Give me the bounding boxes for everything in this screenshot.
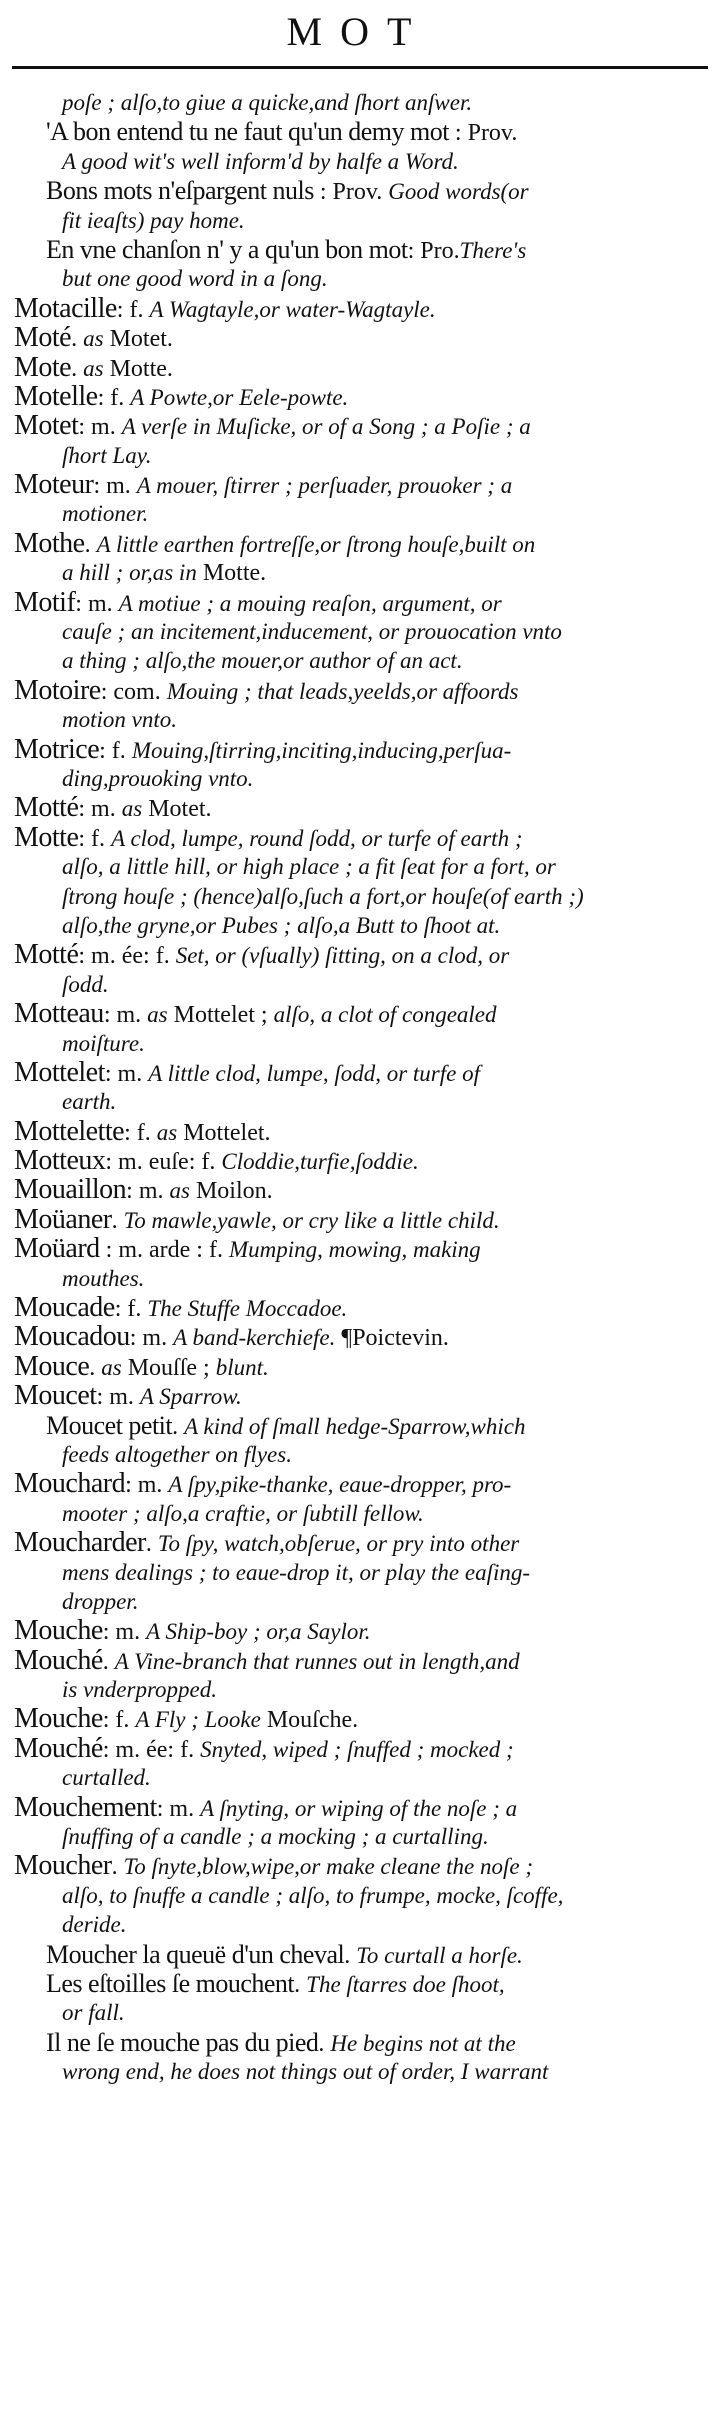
entry-line bbox=[14, 1851, 704, 1880]
gloss-text: as bbox=[147, 1002, 168, 1028]
grammar-label: . bbox=[71, 326, 84, 353]
gloss-text: a hill ; or,as in bbox=[62, 560, 197, 586]
entry-continuation-line bbox=[14, 1881, 704, 1910]
gloss-text: as bbox=[121, 796, 143, 822]
entry-line bbox=[14, 793, 704, 822]
gloss-text: A good wit's well inform'd by halfe a Word. bbox=[62, 148, 459, 174]
headword: Motté bbox=[14, 939, 79, 971]
headword: Moucade bbox=[14, 1292, 115, 1324]
entry-line bbox=[14, 1293, 704, 1322]
headword: Moucet bbox=[14, 1380, 97, 1412]
dictionary-entries bbox=[14, 88, 704, 2087]
entry-continuation-line bbox=[14, 1087, 704, 1116]
entry-line bbox=[14, 676, 704, 705]
grammar-label: . bbox=[84, 531, 97, 558]
headword: Moüard bbox=[14, 1233, 100, 1265]
grammar-label: . bbox=[145, 1531, 158, 1558]
gloss-text: blunt. bbox=[215, 1354, 269, 1380]
entry-continuation-line bbox=[14, 206, 704, 235]
headword: Mouchard bbox=[14, 1468, 126, 1500]
headword: Motacille bbox=[14, 292, 117, 324]
grammar-label: : f. bbox=[102, 1707, 136, 1734]
entry-continuation-line bbox=[14, 646, 704, 675]
grammar-label: . bbox=[71, 355, 84, 382]
gloss-text: A Ship-boy ; or,a Saylor. bbox=[146, 1619, 371, 1645]
headword: Mottelette bbox=[14, 1115, 125, 1147]
gloss-text: A kind of ſmall hedge-Sparrow,which bbox=[184, 1413, 526, 1439]
entry-continuation-line bbox=[14, 617, 704, 646]
gloss-text: A ſpy,pike-thanke, eaue-dropper, pro- bbox=[168, 1472, 512, 1498]
entry-line bbox=[14, 529, 704, 558]
gloss-text: ſhort Lay. bbox=[62, 442, 152, 468]
grammar-label: Motet. bbox=[142, 796, 212, 823]
grammar-label: : f. bbox=[114, 1296, 148, 1323]
headword: Bons mots n'eſpargent nuls bbox=[46, 176, 314, 206]
phrase-entry-line bbox=[14, 235, 704, 264]
entry-continuation-line bbox=[14, 1558, 704, 1587]
headword: Motet bbox=[14, 410, 79, 442]
headword: Mothe bbox=[14, 527, 85, 559]
entry-continuation-line bbox=[14, 1587, 704, 1616]
running-head: MOT bbox=[286, 9, 430, 54]
gloss-text: or fall. bbox=[62, 2000, 125, 2026]
grammar-label: : f. bbox=[99, 737, 132, 764]
grammar-label: . bbox=[89, 1354, 102, 1381]
headword: Moüaner bbox=[14, 1203, 112, 1235]
grammar-label: Mottelet ; bbox=[167, 1002, 274, 1029]
entry-continuation-line bbox=[14, 1264, 704, 1293]
gloss-text: alſo, a clot of congealed bbox=[273, 1002, 497, 1028]
entry-line bbox=[14, 1469, 704, 1498]
entry-continuation-line bbox=[14, 1675, 704, 1704]
gloss-text: as bbox=[83, 326, 104, 352]
entry-continuation-line bbox=[14, 558, 704, 587]
entry-continuation-line bbox=[14, 882, 704, 911]
gloss-text: Set, or (vſually) ſitting, on a clod, or bbox=[175, 943, 510, 969]
grammar-label: : m. bbox=[96, 1384, 140, 1411]
phrase-entry-line bbox=[14, 117, 704, 146]
gloss-text: Snyted, wiped ; ſnuffed ; mocked ; bbox=[200, 1736, 514, 1762]
gloss-text: ſodd. bbox=[62, 971, 109, 997]
gloss-text: He begins not at the bbox=[330, 2030, 516, 2056]
gloss-text: wrong end, he does not things out of order, I warrant bbox=[62, 2059, 549, 2085]
entry-continuation-line bbox=[14, 264, 704, 293]
gloss-text: To curtall a horſe. bbox=[356, 1942, 523, 1968]
gloss-text: motioner. bbox=[62, 501, 149, 527]
gloss-text: as bbox=[83, 355, 104, 381]
entry-line bbox=[14, 735, 704, 764]
grammar-label: : m. bbox=[78, 414, 122, 441]
headword: En vne chanſon n' y a qu'un bon mot bbox=[46, 234, 408, 264]
entry-line bbox=[14, 382, 704, 411]
headword: Mouce bbox=[14, 1350, 90, 1382]
grammar-label: Mouſche. bbox=[260, 1707, 359, 1734]
entry-continuation-line bbox=[14, 852, 704, 881]
headword: Motrice bbox=[14, 733, 100, 765]
grammar-label: : f. bbox=[97, 384, 131, 411]
gloss-text: mouthes. bbox=[62, 1265, 145, 1291]
gloss-text: Good words(or bbox=[388, 179, 529, 205]
entry-line bbox=[14, 1616, 704, 1645]
entry-line bbox=[14, 940, 704, 969]
phrase-entry-line bbox=[14, 1940, 704, 1969]
gloss-text: feeds altogether on flyes. bbox=[62, 1441, 292, 1467]
gloss-text: as bbox=[101, 1354, 122, 1380]
gloss-text: The Stuffe Moccadoe. bbox=[147, 1296, 348, 1322]
entry-continuation-line bbox=[14, 1029, 704, 1058]
grammar-label: : m. bbox=[126, 1178, 170, 1205]
gloss-text: A Sparrow. bbox=[139, 1384, 242, 1410]
entry-line bbox=[14, 353, 704, 382]
entry-line bbox=[14, 1205, 704, 1234]
headword: Mouché bbox=[14, 1644, 103, 1676]
gloss-text: fit ieaſts) pay home. bbox=[62, 207, 245, 233]
entry-continuation-line bbox=[14, 1499, 704, 1528]
gloss-text: motion vnto. bbox=[62, 707, 177, 733]
gloss-text: earth. bbox=[62, 1089, 117, 1115]
phrase-entry-line bbox=[14, 2028, 704, 2057]
grammar-label: : m. bbox=[93, 473, 137, 500]
gloss-text: moiſture. bbox=[62, 1030, 145, 1056]
headword: Les eſtoilles ſe mouchent bbox=[46, 1969, 295, 1998]
entry-continuation-line bbox=[14, 147, 704, 176]
grammar-label: : m. bbox=[78, 796, 122, 823]
entry-line bbox=[14, 470, 704, 499]
grammar-label: ¶Poictevin. bbox=[335, 1325, 449, 1352]
headword: Moteur bbox=[14, 469, 94, 501]
grammar-label: Moilon. bbox=[189, 1178, 273, 1205]
entry-line bbox=[14, 1175, 704, 1204]
grammar-label: : m. bbox=[125, 1472, 169, 1499]
entry-line bbox=[14, 1793, 704, 1822]
gloss-text: dropper. bbox=[62, 1588, 139, 1614]
grammar-label: : f. bbox=[116, 296, 150, 323]
phrase-entry-line bbox=[14, 1969, 704, 1998]
headword: Moucher la queuë d'un cheval bbox=[46, 1939, 345, 1969]
entry-line bbox=[14, 1352, 704, 1381]
entry-line bbox=[14, 1117, 704, 1146]
gloss-text: is vnderpropped. bbox=[62, 1677, 218, 1703]
entry-line bbox=[14, 1734, 704, 1763]
headword: Moucadou bbox=[14, 1321, 130, 1353]
gloss-text: alſo, a little hill, or high place ; a fit ſeat for a fort, or bbox=[62, 854, 556, 880]
entry-line bbox=[14, 999, 704, 1028]
gloss-text: but one good word in a ſong. bbox=[62, 266, 328, 292]
entry-line bbox=[14, 1234, 704, 1263]
gloss-text: A clod, lumpe, round ſodd, or turfe of earth ; bbox=[111, 825, 523, 851]
gloss-text: cauſe ; an incitement,inducement, or prouocation vnto bbox=[62, 619, 562, 645]
gloss-text: A Powte,or Eele-powte. bbox=[130, 384, 349, 410]
entry-continuation-line bbox=[14, 1763, 704, 1792]
grammar-label: : m. bbox=[156, 1795, 201, 1822]
headword: Il ne ſe mouche pas du pied bbox=[46, 2027, 319, 2057]
grammar-label: : m. bbox=[104, 1060, 149, 1087]
headword: Moucharder bbox=[14, 1527, 146, 1559]
grammar-label: : m. euſe: f. bbox=[105, 1149, 222, 1176]
gloss-text: A Fly ; Looke bbox=[135, 1707, 261, 1733]
entry-line bbox=[14, 411, 704, 440]
gloss-text: To ſnyte,blow,wipe,or make cleane the noſe ; bbox=[123, 1854, 534, 1880]
gloss-text: A Vine-branch that runnes out in length,and bbox=[114, 1648, 520, 1674]
grammar-label: : m. bbox=[75, 590, 119, 617]
gloss-text: There's bbox=[459, 237, 527, 263]
grammar-label: Motte. bbox=[196, 560, 267, 587]
gloss-text: Mouing,ſtirring,inciting,inducing,perſua- bbox=[131, 737, 512, 763]
gloss-text: A verſe in Muſicke, or of a Song ; a Poſie ; a bbox=[121, 414, 531, 440]
gloss-text: A motiue ; a mouing reaſon, argument, or bbox=[118, 590, 502, 616]
entry-line bbox=[14, 1058, 704, 1087]
gloss-text: A little clod, lumpe, ſodd, or turfe of bbox=[148, 1060, 480, 1086]
gloss-text: Mumping, mowing, making bbox=[228, 1237, 481, 1263]
gloss-text: ſnuffing of a candle ; a mocking ; a curtalling. bbox=[62, 1824, 489, 1850]
gloss-text: To mawle,yawle, or cry like a little child. bbox=[123, 1207, 500, 1233]
gloss-text: Cloddie,turfie,ſoddie. bbox=[221, 1149, 419, 1175]
entry-continuation-line bbox=[14, 499, 704, 528]
entry-line bbox=[14, 588, 704, 617]
gloss-text: Mouing ; that leads,yeelds,or affoords bbox=[166, 678, 519, 704]
headword: Moucher bbox=[14, 1850, 112, 1882]
gloss-text: alſo, to ſnuffe a candle ; alſo, to frumpe, mocke, ſcoffe, bbox=[62, 1882, 564, 1908]
gloss-text: A band-kerchiefe. bbox=[173, 1325, 336, 1351]
headword: Mouché bbox=[14, 1732, 103, 1764]
gloss-text: alſo,the gryne,or Pubes ; alſo,a Butt to ſhoot at. bbox=[62, 912, 501, 938]
headword: Mouchement bbox=[14, 1791, 157, 1823]
gloss-text: The ſtarres doe ſhoot, bbox=[306, 1972, 505, 1997]
gloss-text: curtalled. bbox=[62, 1765, 151, 1791]
headword: Moté bbox=[14, 322, 72, 354]
grammar-label: : m. bbox=[103, 1002, 148, 1029]
grammar-label: Motet. bbox=[103, 326, 173, 353]
entry-line bbox=[14, 1528, 704, 1557]
gloss-text: mooter ; alſo,a craftie, or ſubtill fellow. bbox=[62, 1500, 424, 1526]
headword: Motteux bbox=[14, 1145, 106, 1177]
gloss-text: ſtrong houſe ; (hence)alſo,ſuch a fort,or houſe(of earth ;) bbox=[62, 883, 584, 909]
headword: Motif bbox=[14, 586, 76, 618]
grammar-label: . bbox=[344, 1942, 357, 1969]
entry-continuation-line bbox=[14, 1440, 704, 1469]
headword: Mottelet bbox=[14, 1056, 105, 1088]
headword: Mote bbox=[14, 351, 72, 383]
gloss-text: as bbox=[156, 1119, 178, 1145]
gloss-text: poſe ; alſo,to giue a quicke,and ſhort anſwer. bbox=[62, 90, 473, 115]
gloss-text: To ſpy, watch,obſerue, or pry into other bbox=[157, 1531, 520, 1557]
gloss-text: mens dealings ; to eaue-drop it, or play the eaſing- bbox=[62, 1559, 531, 1585]
grammar-label: : m. ée: f. bbox=[102, 1736, 201, 1763]
entry-continuation-line bbox=[14, 441, 704, 470]
grammar-label: : Prov. bbox=[448, 120, 518, 147]
grammar-label: : Prov. bbox=[313, 179, 389, 206]
headword: Moucet petit bbox=[46, 1410, 173, 1440]
headword: Mouaillon bbox=[14, 1174, 127, 1206]
gloss-text: ding,prouoking vnto. bbox=[62, 765, 254, 791]
gloss-text: deride. bbox=[62, 1912, 127, 1938]
entry-continuation-line bbox=[14, 1998, 704, 2027]
gloss-text: A mouer, ſtirrer ; perſuader, prouoker ; a bbox=[136, 473, 513, 499]
headword: Motteau bbox=[14, 998, 104, 1030]
gloss-text: A ſnyting, or wiping of the noſe ; a bbox=[200, 1795, 518, 1821]
grammar-label: : m. bbox=[129, 1325, 174, 1352]
headword: Mouche bbox=[14, 1703, 103, 1735]
entry-continuation-line bbox=[14, 88, 704, 117]
gloss-text: A little earthen fortreſſe,or ſtrong houſe,built on bbox=[96, 531, 536, 557]
headword: Motelle bbox=[14, 380, 98, 412]
grammar-label: : Pro. bbox=[407, 237, 460, 264]
grammar-label: . bbox=[102, 1648, 115, 1675]
entry-continuation-line bbox=[14, 764, 704, 793]
entry-line bbox=[14, 1381, 704, 1410]
entry-continuation-line bbox=[14, 911, 704, 940]
phrase-entry-line bbox=[14, 1411, 704, 1440]
headword: Motoire bbox=[14, 674, 101, 706]
entry-continuation-line bbox=[14, 705, 704, 734]
gloss-text: A Wagtayle,or water-Wagtayle. bbox=[149, 296, 436, 322]
headword: 'A bon entend tu ne faut qu'un demy mot bbox=[46, 117, 449, 147]
entry-continuation-line bbox=[14, 1910, 704, 1939]
grammar-label: . bbox=[111, 1207, 124, 1234]
grammar-label: . bbox=[111, 1854, 124, 1881]
headword: Mouche bbox=[14, 1615, 103, 1647]
entry-line bbox=[14, 323, 704, 352]
entry-continuation-line bbox=[14, 970, 704, 999]
entry-line bbox=[14, 1646, 704, 1675]
grammar-label: : f. bbox=[124, 1119, 157, 1146]
entry-line bbox=[14, 1146, 704, 1175]
grammar-label: . bbox=[318, 2030, 331, 2057]
grammar-label: . bbox=[172, 1413, 185, 1440]
grammar-label: Motte. bbox=[103, 355, 173, 382]
grammar-label: Mouſſe ; bbox=[121, 1354, 216, 1381]
entry-continuation-line bbox=[14, 1822, 704, 1851]
phrase-entry-line bbox=[14, 176, 704, 205]
grammar-label: . bbox=[294, 1972, 307, 1998]
entry-line bbox=[14, 1322, 704, 1351]
entry-line bbox=[14, 1704, 704, 1733]
gloss-text: as bbox=[169, 1178, 190, 1204]
entry-line bbox=[14, 823, 704, 852]
gloss-text: a thing ; alſo,the mouer,or author of an act. bbox=[62, 648, 463, 674]
grammar-label: : m. bbox=[102, 1619, 147, 1646]
grammar-label: : f. bbox=[78, 825, 112, 852]
headword: Motte bbox=[14, 821, 79, 853]
headword: Motté bbox=[14, 792, 79, 824]
grammar-label: Mottelet. bbox=[177, 1119, 271, 1146]
grammar-label: : m. arde : f. bbox=[99, 1237, 229, 1264]
entry-line bbox=[14, 294, 704, 323]
grammar-label: : m. ée: f. bbox=[78, 943, 176, 970]
entry-continuation-line bbox=[14, 2057, 704, 2086]
header-rule bbox=[12, 66, 708, 69]
grammar-label: : com. bbox=[100, 678, 167, 705]
